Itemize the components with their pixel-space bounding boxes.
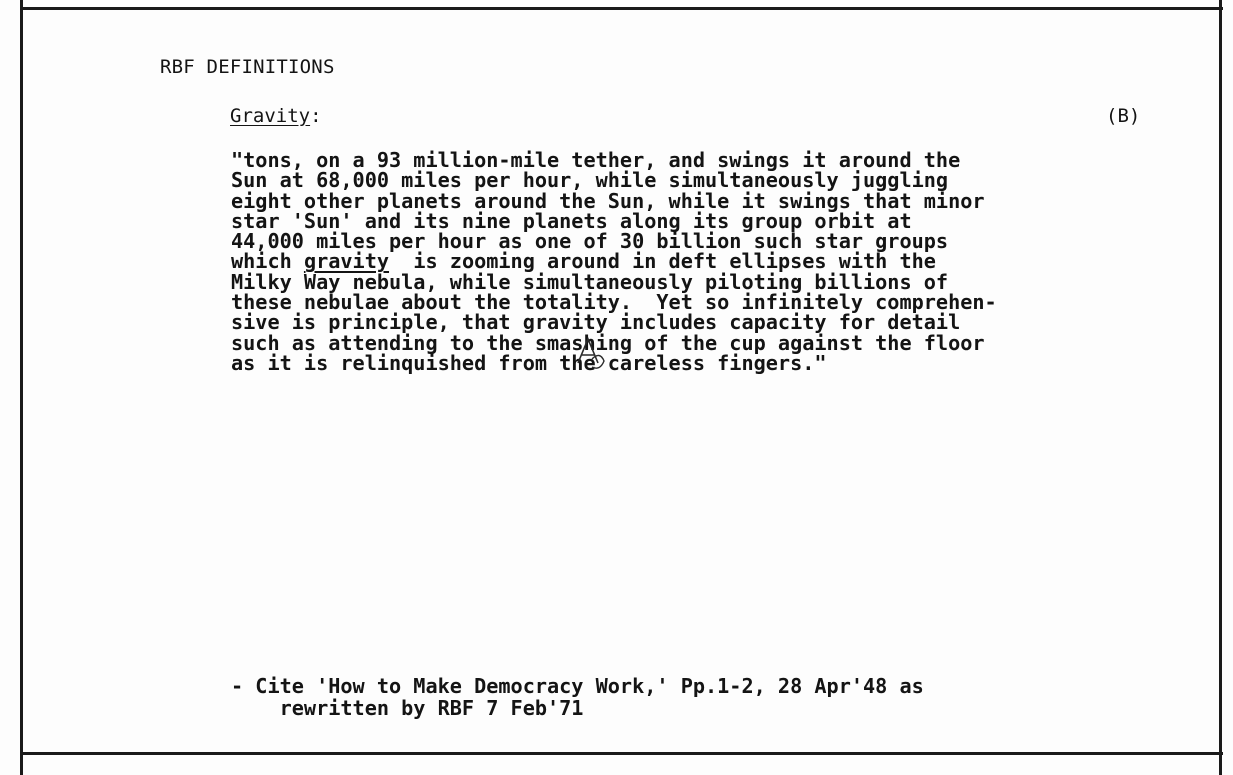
quote-line: eight other planets around the Sun, while it swings that minor <box>231 188 985 213</box>
classification-mark: (B) <box>1106 105 1141 127</box>
quote-line: which gravity is zooming around in deft ellipses with the <box>231 249 936 274</box>
term-colon: : <box>310 105 322 127</box>
quote-line: "tons, on a 93 million-mile tether, and swings it around the <box>231 148 961 172</box>
underlined-word: gravity <box>303 249 390 274</box>
quote-line: these nebulae about the totality. Yet so infinitely comprehen- <box>231 290 997 315</box>
card-right-border <box>1219 0 1222 775</box>
quote-line: Sun at 68,000 miles per hour, while simultaneously juggling <box>231 168 949 193</box>
card-left-border <box>20 0 23 775</box>
quote-line: such as attending to the smashing of the cup against the floor <box>231 330 985 355</box>
handwritten-correction-icon <box>570 333 614 373</box>
quote-line: as it is relinquished from the careless fingers." <box>231 350 827 375</box>
term-heading <box>230 105 322 127</box>
quote-line: Milky Way nebula, while simultaneously piloting billions of <box>231 269 949 294</box>
quote-line: sive is principle, that gravity includes capacity for detail <box>231 310 961 335</box>
card-top-border <box>20 7 1223 10</box>
citation-line: rewritten by RBF 7 Feb'71 <box>231 696 584 720</box>
definition-quote <box>231 150 1131 373</box>
card-bottom-border <box>20 752 1223 755</box>
term-word: Gravity <box>230 105 311 127</box>
card-header: RBF DEFINITIONS <box>160 56 335 78</box>
quote-line: star 'Sun' and its nine planets along its group orbit at <box>231 208 912 233</box>
citation-line: - Cite 'How to Make Democracy Work,' Pp.1-2, 28 Apr'48 as <box>231 674 924 698</box>
quote-line: 44,000 miles per hour as one of 30 billion such star groups <box>231 229 949 254</box>
citation <box>231 675 924 719</box>
